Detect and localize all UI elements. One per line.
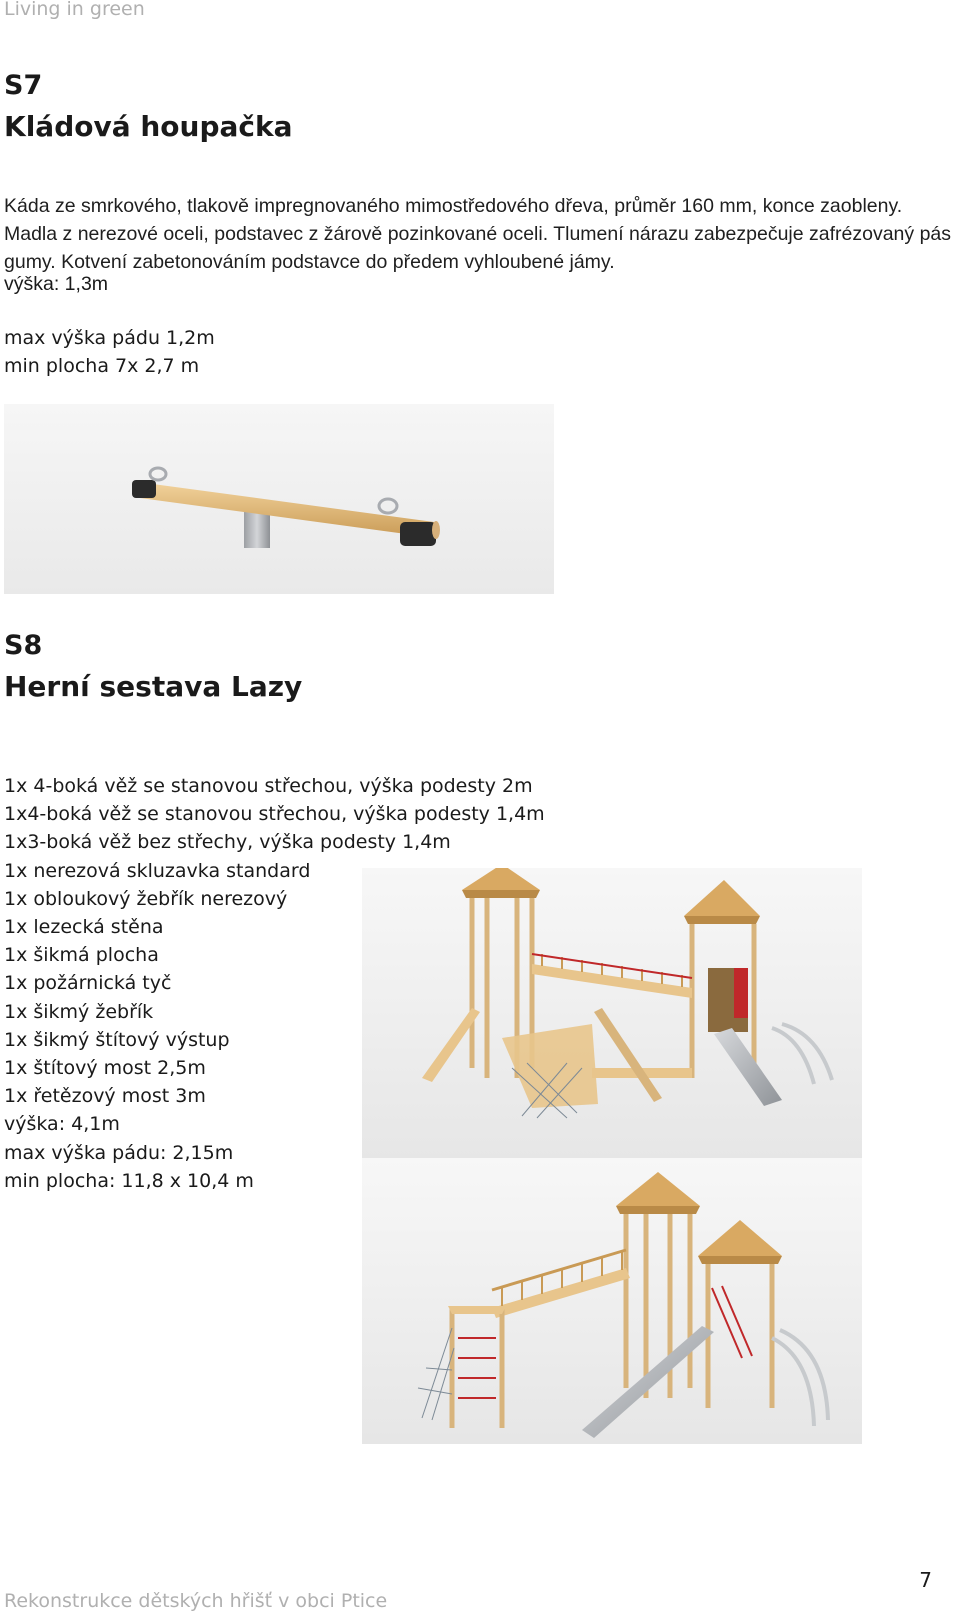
section-s7-id: S7	[4, 70, 43, 101]
list-item: 1x šikmý štítový výstup	[4, 1028, 230, 1051]
list-item: 1x 4-boká věž se stanovou střechou, výška podesty 2m	[4, 775, 533, 797]
list-item: 1x3-boká věž bez střechy, výška podesty 1,4m	[4, 831, 451, 854]
list-item: 1x4-boká věž se stanovou střechou, výška podesty 1,4m	[4, 803, 545, 826]
page-header: Living in green	[4, 0, 145, 20]
section-s8-id: S8	[4, 630, 43, 661]
section-s7-max-fall: max výška pádu 1,2m	[4, 327, 215, 349]
section-s8-title: Herní sestava Lazy	[4, 670, 303, 703]
page-footer: Rekonstrukce dětských hřišť v obci Ptice	[4, 1590, 388, 1612]
list-item: min plocha: 11,8 x 10,4 m	[4, 1169, 254, 1192]
page-number: 7	[919, 1568, 932, 1592]
section-s7-height: výška: 1,3m	[4, 273, 109, 295]
section-s7-description: Káda ze smrkového, tlakově impregnovaného mimostředového dřeva, průměr 160 mm, konce zaobleny. Madla z nerezové oceli, podstavec z žárově pozinkované oceli. Tlumení nárazu zabezpečuje zafrézovaný pás gumy. Kotvení zabetonováním podstavce do předem vyhloubené jámy.	[4, 195, 952, 273]
list-item: výška: 4,1m	[4, 1113, 120, 1136]
list-item: 1x obloukový žebřík nerezový	[4, 887, 288, 910]
list-item: 1x lezecká stěna	[4, 916, 164, 939]
list-item: 1x šikmá plocha	[4, 944, 159, 967]
section-s7-min-area: min plocha 7x 2,7 m	[4, 355, 200, 377]
list-item: max výška pádu: 2,15m	[4, 1141, 234, 1164]
seesaw-image	[4, 404, 554, 594]
list-item: 1x řetězový most 3m	[4, 1085, 206, 1108]
list-item: 1x požárnická tyč	[4, 972, 172, 995]
list-item: 1x šikmý žebřík	[4, 1000, 154, 1023]
playset-image-front	[362, 868, 862, 1164]
list-item: 1x nerezová skluzavka standard	[4, 859, 311, 882]
list-item: 1x štítový most 2,5m	[4, 1057, 206, 1080]
playset-image-side	[362, 1158, 862, 1444]
section-s7-title: Kládová houpačka	[4, 110, 293, 143]
